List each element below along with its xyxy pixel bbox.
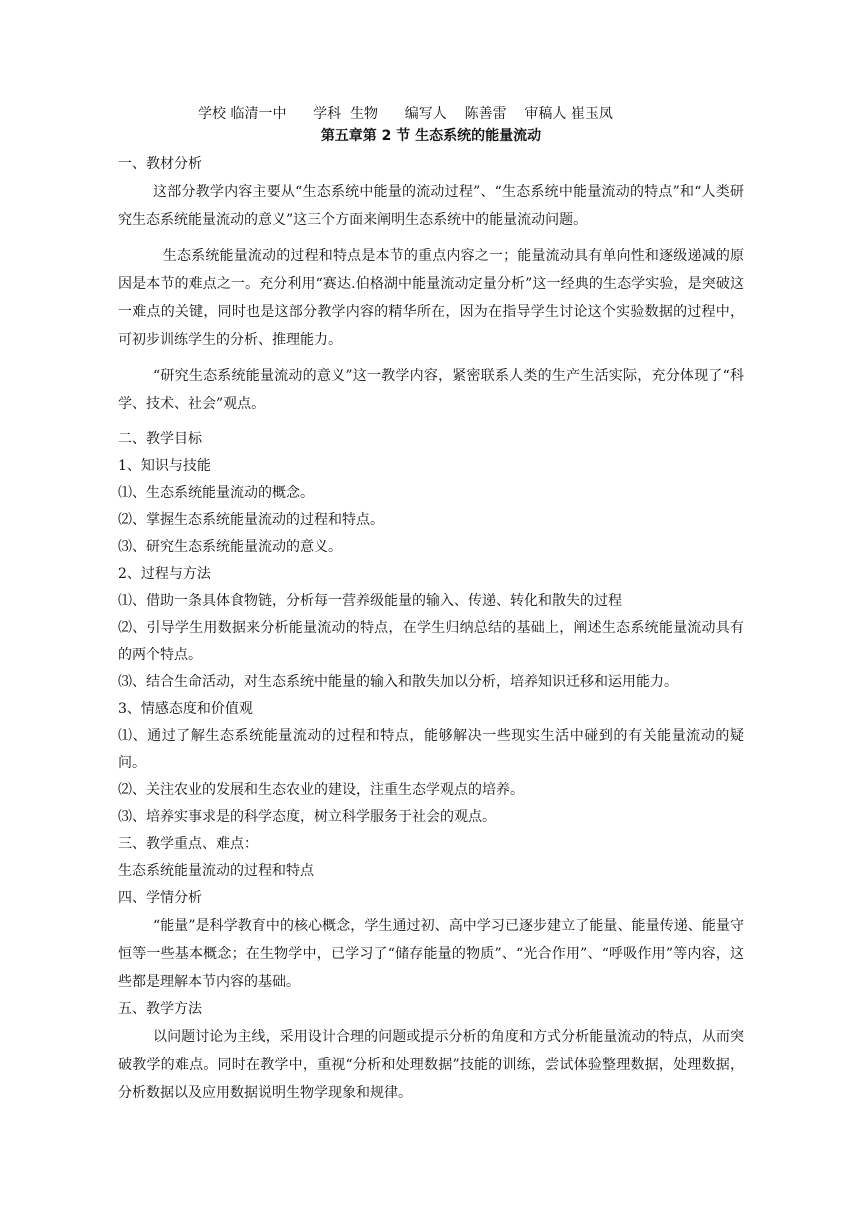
author-value: 陈善雷: [464, 106, 507, 122]
subsection-heading: 1、知识与技能: [118, 458, 211, 474]
section-heading: 四、学情分析: [118, 890, 202, 906]
paragraph: “能量”是科学教育中的核心概念，学生通过初、高中学习已逐步建立了能量、能量传递、能量守恒等一些基本概念；在生物学中，已学习了“储存能量的物质”、“光合作用”、“呼吸作用”等内容，这些都是理解本节内容的基础。: [118, 918, 744, 990]
section-heading: 二、教学目标: [118, 431, 202, 447]
section-heading: 一、教材分析: [118, 156, 202, 172]
reviewer-label: 审稿人: [524, 106, 567, 122]
list-item: ⑶、培养实事求是的科学态度，树立科学服务于社会的观点。: [118, 809, 496, 825]
document-header: [118, 100, 744, 128]
subject-label: 学科: [313, 106, 342, 122]
reviewer-value: 崔玉凤: [570, 106, 613, 122]
section-heading: 三、教学重点、难点：: [118, 836, 258, 852]
list-item: ⑵、引导学生用数据来分析能量流动的特点，在学生归纳总结的基础上，阐述生态系统能量流动具有的两个特点。: [118, 620, 744, 663]
subsection-heading: 2、过程与方法: [118, 566, 211, 582]
list-item: ⑴、通过了解生态系统能量流动的过程和特点，能够解决一些现实生活中碰到的有关能量流动的疑问。: [118, 728, 744, 771]
paragraph: 这部分教学内容主要从“生态系统中能量的流动过程”、“生态系统中能量流动的特点”和“人类研究生态系统能量流动的意义”这三个方面来阐明生态系统中的能量流动问题。: [118, 184, 744, 228]
paragraph: 生态系统能量流动的过程和特点: [118, 863, 314, 879]
school-label: 学校: [198, 106, 226, 122]
subject-value: 生物: [350, 106, 379, 122]
list-item: ⑴、生态系统能量流动的概念。: [118, 485, 314, 501]
paragraph: “研究生态系统能量流动的意义”这一教学内容，紧密联系人类的生产生活实际，充分体现了“科学、技术、社会”观点。: [118, 368, 744, 412]
list-item: ⑵、掌握生态系统能量流动的过程和特点。: [118, 512, 384, 528]
document-title: 第五章第 2 节 生态系统的能量流动: [320, 128, 542, 144]
document-page: [118, 100, 744, 1107]
list-item: ⑵、关注农业的发展和生态农业的建设，注重生态学观点的培养。: [118, 782, 524, 798]
list-item: ⑶、研究生态系统能量流动的意义。: [118, 539, 342, 555]
paragraph: 以问题讨论为主线，采用设计合理的问题或提示分析的角度和方式分析能量流动的特点，从而突破教学的难点。同时在教学中，重视“分析和处理数据”技能的训练，尝试体验整理数据，处理数据，分析数据以及应用数据说明生物学现象和规律。: [118, 1029, 744, 1101]
author-label: 编写人: [404, 106, 447, 122]
list-item: ⑶、结合生命活动，对生态系统中能量的输入和散失加以分析，培养知识迁移和运用能力。: [118, 674, 678, 690]
school-value: 临清一中: [230, 106, 287, 122]
paragraph: 生态系统能量流动的过程和特点是本节的重点内容之一；能量流动具有单向性和逐级递减的原因是本节的难点之一。充分利用“赛达.伯格湖中能量流动定量分析”这一经典的生态学实验，是突破这一难点的关键，同时也是这部分教学内容的精华所在，因为在指导学生讨论这个实验数据的过程中，可初步训练学生的分析、推理能力。: [118, 248, 744, 348]
section-heading: 五、教学方法: [118, 1001, 202, 1017]
subsection-heading: 3、情感态度和价值观: [118, 701, 253, 717]
list-item: ⑴、借助一条具体食物链，分析每一营养级能量的输入、传递、转化和散失的过程: [118, 593, 622, 609]
